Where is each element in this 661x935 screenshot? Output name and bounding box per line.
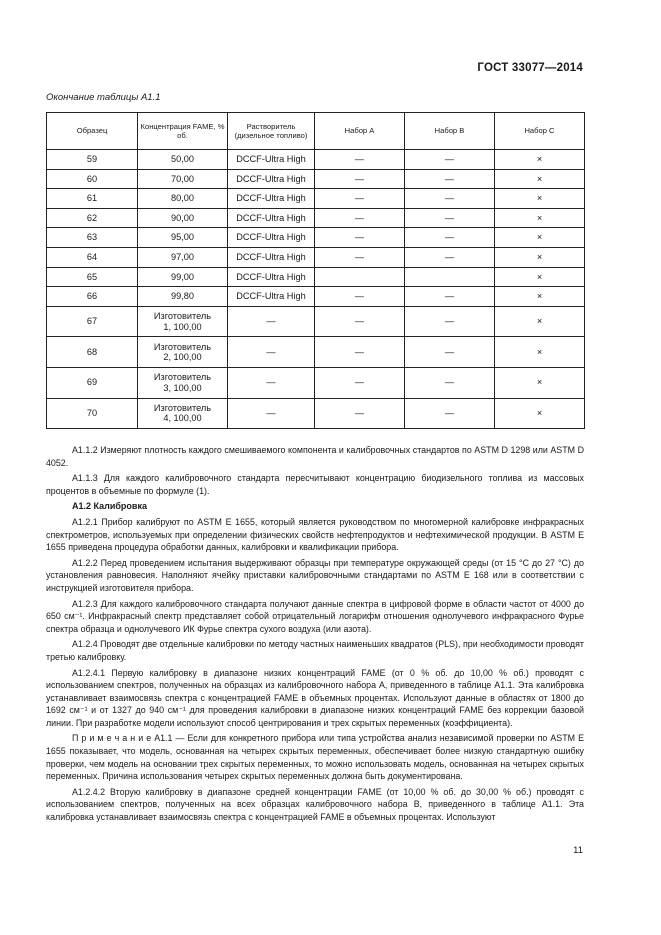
paragraph-a1-1-2: А1.1.2 Измеряют плотность каждого смешиваемого компонента и калибровочных стандартов по ASTM D 1298 или ASTM D 4052. [46, 445, 584, 468]
table-cell: × [495, 398, 585, 429]
table-cell: × [495, 367, 585, 398]
table-cell: — [315, 189, 405, 209]
paragraph-a1-2-3: А1.2.3 Для каждого калибровочного стандарта получают данные спектра в цифровой форме в области частот от 4000 до 650 см⁻¹. Инфракрасный спектр представляет собой отрицательный логарифм отношения однолучевого инфракрасного Фурье спектра образца и однолучевого ИК Фурье спектра сухого воздуха (или азота). [46, 598, 584, 634]
table-row [47, 150, 585, 170]
table-cell: × [495, 306, 585, 337]
table-cell: — [228, 337, 315, 368]
table-row [47, 337, 585, 368]
table-row [47, 189, 585, 209]
paragraph-a1-2-2: А1.2.2 Перед проведением испытания выдерживают образцы при температуре окружающей среды (от 15 °С до 27 °С) до установления равновесия. Наполняют ячейку приставки калибровочными стандартами по ASTM Е 168 или в соответствии с инструкцией изготовителя прибора. [46, 557, 584, 593]
table-cell: 50,00 [138, 150, 228, 170]
table-cell: 62 [47, 208, 138, 228]
table-cell: — [405, 228, 495, 248]
table-cell: 65 [47, 267, 138, 287]
table-cell: 95,00 [138, 228, 228, 248]
page-number: 11 [573, 845, 583, 856]
table-cell: DCCF-Ultra High [228, 247, 315, 267]
table-cell: — [315, 337, 405, 368]
table-row [47, 306, 585, 337]
table-row [47, 287, 585, 307]
table-cell: Изготовитель 4, 100,00 [138, 398, 228, 429]
paragraph-a1-2-4: А1.2.4 Проводят две отдельные калибровки по методу частных наименьших квадратов (PLS), при необходимости проводят третью калибровку. [46, 639, 584, 662]
table-cell: — [405, 208, 495, 228]
table-cell: 63 [47, 228, 138, 248]
table-cell: — [405, 398, 495, 429]
table-cell: — [315, 287, 405, 307]
table-cell: DCCF-Ultra High [228, 287, 315, 307]
body-text [46, 444, 584, 827]
table-cell: — [405, 367, 495, 398]
table-cell: Изготовитель 3, 100,00 [138, 367, 228, 398]
table-row [47, 367, 585, 398]
table-cell: × [495, 150, 585, 170]
col-header-solvent: Растворитель (дизельное топливо) [228, 113, 315, 150]
table-cell: — [315, 208, 405, 228]
table-cell: Изготовитель 1, 100,00 [138, 306, 228, 337]
table-cell: DCCF-Ultra High [228, 208, 315, 228]
table-cell: DCCF-Ultra High [228, 169, 315, 189]
table-cell: × [495, 247, 585, 267]
table-cell: DCCF-Ultra High [228, 267, 315, 287]
table-cell: — [315, 169, 405, 189]
table-cell: — [405, 150, 495, 170]
table-cell: 97,00 [138, 247, 228, 267]
table-cell: — [315, 150, 405, 170]
table-cell: × [495, 189, 585, 209]
col-header-set-a: Набор А [315, 113, 405, 150]
col-header-set-c: Набор С [495, 113, 585, 150]
table-cell: — [315, 398, 405, 429]
table-cell: — [315, 367, 405, 398]
table-cell: 70 [47, 398, 138, 429]
table-cell: — [228, 398, 315, 429]
table-cell: × [495, 228, 585, 248]
table-row [47, 247, 585, 267]
table-cell: DCCF-Ultra High [228, 228, 315, 248]
table-cell: × [495, 337, 585, 368]
table-header-row [47, 113, 585, 150]
paragraph-a1-2-4-2: А1.2.4.2 Вторую калибровку в диапазоне средней концентрации FAME (от 10,00 % об. до 30,00 % об.) проводят с использованием спектров, полученных на всех образцах калибровочного набора В, приведенного в таблице А1.1. Эта калибровка устанавливает взаимосвязь спектра с концентрацией FAME в объемных процентах. Используют [46, 786, 584, 823]
table-cell: — [405, 306, 495, 337]
table-cell: 99,80 [138, 287, 228, 307]
table-cell: — [405, 169, 495, 189]
table-cell: 60 [47, 169, 138, 189]
table-cell: — [228, 306, 315, 337]
table-cell: × [495, 267, 585, 287]
table-cell: 68 [47, 337, 138, 368]
table-cell: 64 [47, 247, 138, 267]
table-row [47, 169, 585, 189]
table-cell: — [405, 337, 495, 368]
section-heading-calibration: А1.2 Калибровка [72, 501, 147, 512]
note-a1-1: П р и м е ч а н и е А1.1 — Если для конкретного прибора или типа устройства анализ независимой проверки по ASTM Е 1655 показывает, что модель, основанная на четырех скрытых переменных, обеспечивает более низкую стандартную ошибку проверки, чем модель на основании трех скрытых переменных, то можно использовать модель, основанная на четырех скрытых переменных. Причина использования четырех скрытых переменных должна быть документирована. [46, 733, 584, 782]
table-cell: — [315, 306, 405, 337]
table-cell: Изготовитель 2, 100,00 [138, 337, 228, 368]
table-cell: 70,00 [138, 169, 228, 189]
table-cell: 80,00 [138, 189, 228, 209]
table-cell: DCCF-Ultra High [228, 189, 315, 209]
table-cell: — [405, 247, 495, 267]
table-cell: 90,00 [138, 208, 228, 228]
standard-number: ГОСТ 33077—2014 [477, 62, 583, 74]
table-cell: — [315, 228, 405, 248]
table-cell: 66 [47, 287, 138, 307]
table-cell: × [495, 287, 585, 307]
table-cell: — [228, 367, 315, 398]
paragraph-a1-2-4-1: А1.2.4.1 Первую калибровку в диапазоне низких концентраций FAME (от 0 % об. до 10,00 % об.) проводят с использованием спектров, полученных на образцах из калибровочного набора А, приведенного в таблице А1.1. Эта калибровка устанавливает взаимосвязь спектра с концентрацией FAME в объемных процентах. Используют данные в областях от 1800 до 1692 см⁻¹ и от 1327 до 940 см⁻¹ для проведения калибровки в диапазоне низких концентраций FAME без коррекции базовой линии. При разработке модели используют способ центрирования и трех скрытых переменных (коэффициента). [46, 667, 584, 728]
table-cell: × [495, 169, 585, 189]
col-header-sample: Образец [47, 113, 138, 150]
paragraph-a1-1-3: А1.1.3 Для каждого калибровочного стандарта пересчитывают концентрацию биодизельного топлива из массовых процентов в объемные по формуле (1). [46, 473, 584, 496]
table-cell [315, 267, 405, 287]
table-cell [405, 267, 495, 287]
table-cell: DCCF-Ultra High [228, 150, 315, 170]
col-header-concentration: Концентрация FAME, % об. [138, 113, 228, 150]
paragraph-a1-2-1: А1.2.1 Прибор калибруют по ASTM Е 1655, который является руководством по многомерной калибровке инфракрасных спектрометров, используемых при определении физических свойств нефтепродуктов и нефтехимической продукции. В ASTM Е 1655 приведена процедура обработки данных, калибровки и квалификации прибора. [46, 516, 584, 553]
table-caption: Окончание таблицы А1.1 [46, 92, 161, 103]
table-row [47, 208, 585, 228]
table-cell: — [405, 287, 495, 307]
col-header-set-b: Набор В [405, 113, 495, 150]
table-cell: 59 [47, 150, 138, 170]
table-cell: 99,00 [138, 267, 228, 287]
table-cell: 67 [47, 306, 138, 337]
table-row [47, 228, 585, 248]
calibration-table [46, 112, 585, 429]
table-cell: 69 [47, 367, 138, 398]
table-row [47, 398, 585, 429]
table-cell: — [315, 247, 405, 267]
table-row [47, 267, 585, 287]
table-cell: × [495, 208, 585, 228]
table-cell: — [405, 189, 495, 209]
table-cell: 61 [47, 189, 138, 209]
